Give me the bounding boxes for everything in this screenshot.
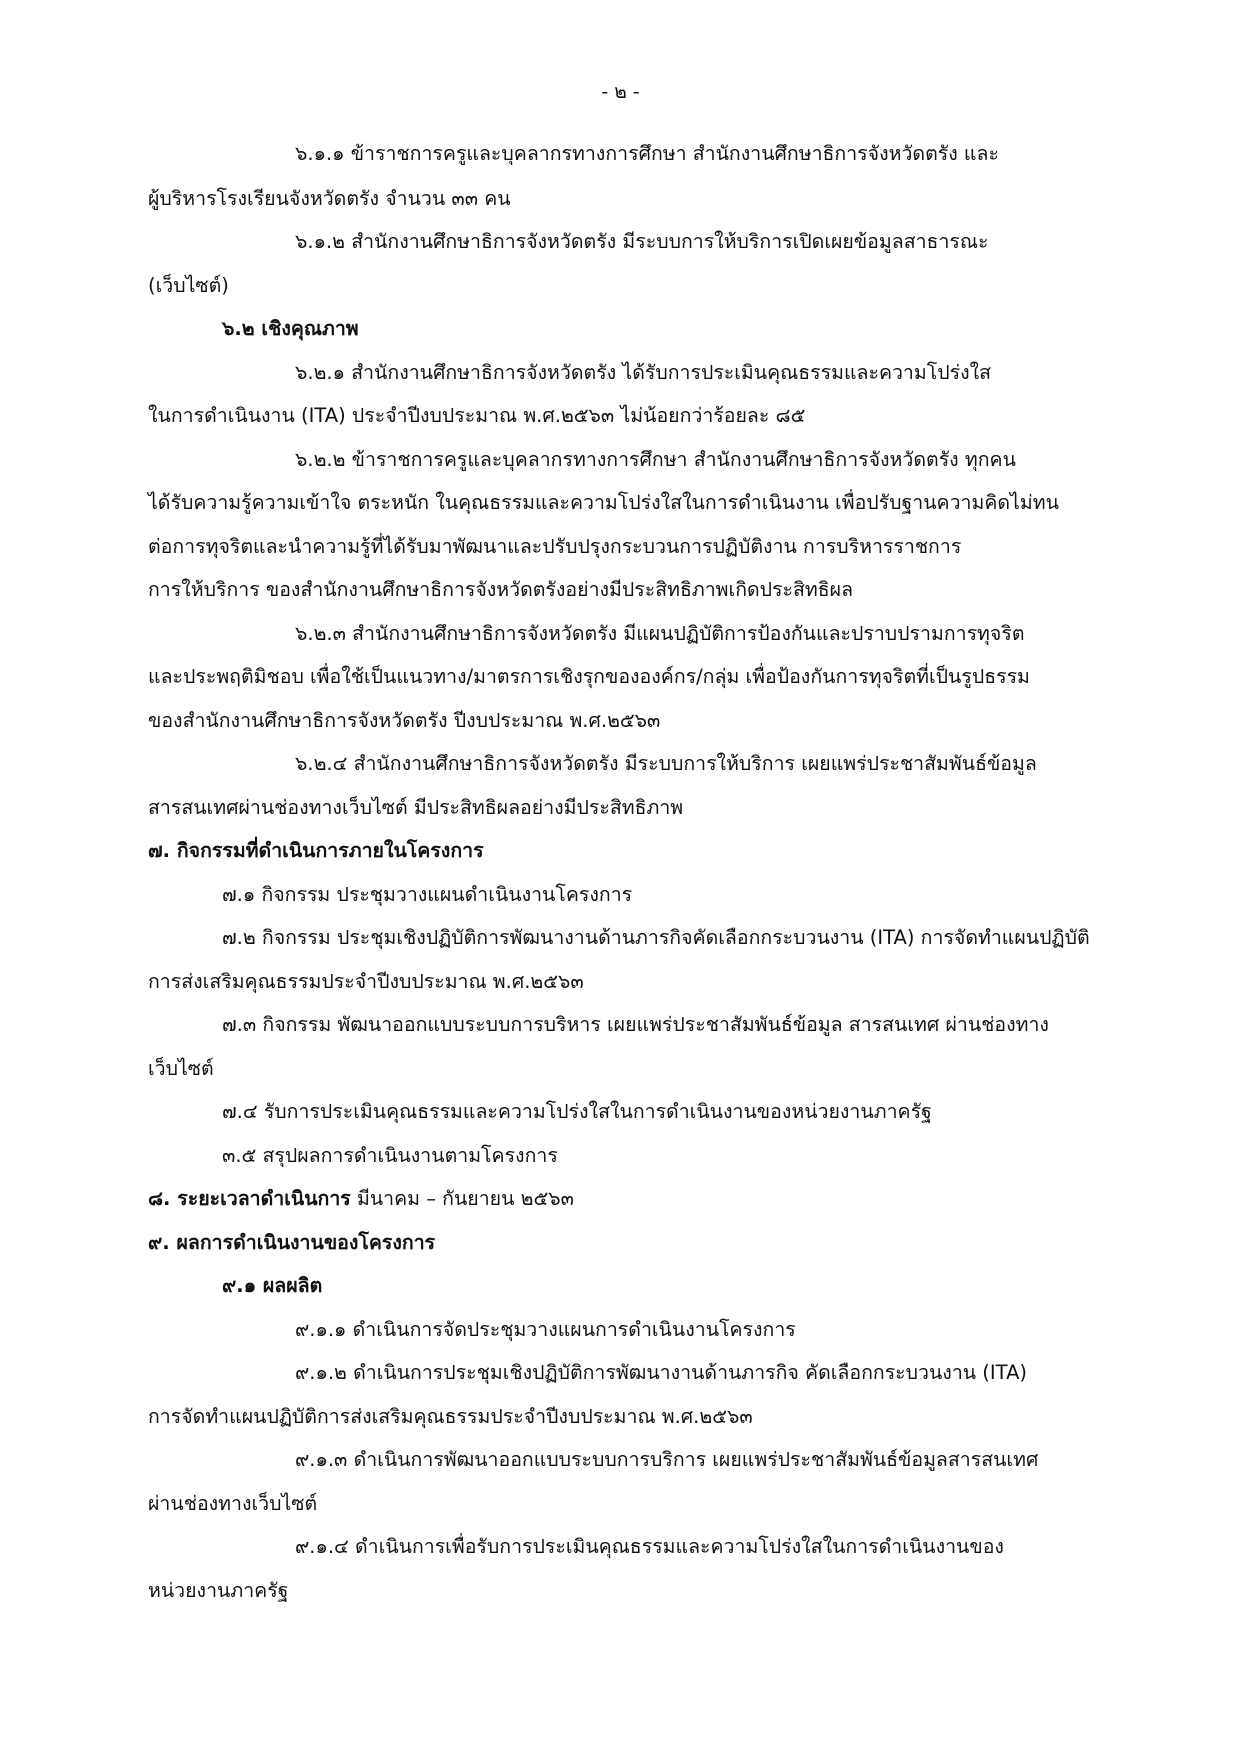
paragraph-6-2-2-line-3: ต่อการทุจริตและนำความรู้ที่ได้รับมาพัฒนาและปรับปรุงกระบวนการปฏิบัติงาน การบริหารราชการ [148, 535, 962, 558]
paragraph-6-2-3-line-2: และประพฤติมิชอบ เพื่อใช้เป็นแนวทาง/มาตรการเชิงรุกขององค์กร/กลุ่ม เพื่อป้องกันการทุจริตที่เป็นรูปธรรม [148, 665, 1030, 688]
paragraph-6-2-4-line-2: สารสนเทศผ่านช่องทางเว็บไซต์ มีประสิทธิผลอย่างมีประสิทธิภาพ [148, 796, 684, 819]
paragraph-6-1-1-line-2: ผู้บริหารโรงเรียนจังหวัดตรัง จำนวน ๓๓ คน [148, 187, 511, 210]
item-9-1-3-line-1: ๙.๑.๓ ดำเนินการพัฒนาออกแบบระบบการบริการ เผยแพร่ประชาสัมพันธ์ข้อมูลสารสนเทศ [295, 1448, 1039, 1471]
item-7-3-line-2: เว็บไซต์ [148, 1057, 214, 1080]
item-9-1-4-line-2: หน่วยงานภาครัฐ [148, 1579, 289, 1602]
item-9-1-4-line-1: ๙.๑.๔ ดำเนินการเพื่อรับการประเมินคุณธรรมและความโปร่งใสในการดำเนินงานของ [295, 1535, 1004, 1558]
item-7-3-line-1: ๗.๓ กิจกรรม พัฒนาออกแบบระบบการบริหาร เผยแพร่ประชาสัมพันธ์ข้อมูล สารสนเทศ ผ่านช่องทาง [222, 1013, 1049, 1036]
item-7-2-line-2: การส่งเสริมคุณธรรมประจำปีงบประมาณ พ.ศ.๒๕๖๓ [148, 970, 584, 993]
paragraph-6-1-2-line-2: (เว็บไซต์) [148, 274, 229, 297]
page-number: - ๒ - [601, 81, 640, 103]
paragraph-6-2-3-line-1: ๖.๒.๓ สำนักงานศึกษาธิการจังหวัดตรัง มีแผนปฏิบัติการป้องกันและปราบปรามการทุจริต [295, 622, 1025, 645]
paragraph-6-2-1-line-2: ในการดำเนินงาน (ITA) ประจำปีงบประมาณ พ.ศ.๒๕๖๓ ไม่น้อยกว่าร้อยละ ๘๕ [148, 404, 806, 427]
section-8 [148, 1185, 574, 1213]
paragraph-6-2-2-line-2: ได้รับความรู้ความเข้าใจ ตระหนัก ในคุณธรรมและความโปร่งใสในการดำเนินงาน เพื่อปรับฐานความคิดไม่ทน [148, 491, 1059, 514]
paragraph-6-1-2-line-1: ๖.๑.๒ สำนักงานศึกษาธิการจังหวัดตรัง มีระบบการให้บริการเปิดเผยข้อมูลสาธารณะ [295, 230, 989, 253]
heading-7: ๗. กิจกรรมที่ดำเนินการภายในโครงการ [148, 839, 484, 862]
item-7-4: ๗.๔ รับการประเมินคุณธรรมและความโปร่งใสในการดำเนินงานของหน่วยงานภาครัฐ [222, 1100, 932, 1123]
paragraph-6-2-1-line-1: ๖.๒.๑ สำนักงานศึกษาธิการจังหวัดตรัง ได้รับการประเมินคุณธรรมและความโปร่งใส [295, 361, 992, 384]
item-9-1-2-line-1: ๙.๑.๒ ดำเนินการประชุมเชิงปฏิบัติการพัฒนางานด้านภารกิจ คัดเลือกกระบวนงาน (ITA) [295, 1361, 1028, 1384]
paragraph-6-2-2-line-1: ๖.๒.๒ ข้าราชการครูและบุคลากรทางการศึกษา สำนักงานศึกษาธิการจังหวัดตรัง ทุกคน [295, 448, 1016, 471]
item-9-1-3-line-2: ผ่านช่องทางเว็บไซต์ [148, 1492, 318, 1515]
section-8-period: มีนาคม – กันยายน ๒๕๖๓ [350, 1187, 574, 1210]
heading-9: ๙. ผลการดำเนินงานของโครงการ [148, 1231, 436, 1254]
item-9-1-1: ๙.๑.๑ ดำเนินการจัดประชุมวางแผนการดำเนินงานโครงการ [295, 1318, 796, 1341]
paragraph-6-1-1-line-1: ๖.๑.๑ ข้าราชการครูและบุคลากรทางการศึกษา สำนักงานศึกษาธิการจังหวัดตรัง และ [295, 142, 999, 165]
heading-8: ๘. ระยะเวลาดำเนินการ [148, 1187, 351, 1210]
paragraph-6-2-4-line-1: ๖.๒.๔ สำนักงานศึกษาธิการจังหวัดตรัง มีระบบการให้บริการ เผยแพร่ประชาสัมพันธ์ข้อมูล [295, 752, 1037, 775]
item-7-2-line-1: ๗.๒ กิจกรรม ประชุมเชิงปฏิบัติการพัฒนางานด้านภารกิจคัดเลือกกระบวนงาน (ITA) การจัดทำแผนปฏิบัติ [222, 926, 1090, 949]
item-7-5: ๓.๕ สรุปผลการดำเนินงานตามโครงการ [222, 1144, 558, 1167]
heading-9-1: ๙.๑ ผลผลิต [222, 1274, 323, 1297]
paragraph-6-2-3-line-3: ของสำนักงานศึกษาธิการจังหวัดตรัง ปีงบประมาณ พ.ศ.๒๕๖๓ [148, 709, 661, 732]
item-7-1: ๗.๑ กิจกรรม ประชุมวางแผนดำเนินงานโครงการ [222, 883, 633, 906]
heading-6-2: ๖.๒ เชิงคุณภาพ [222, 317, 359, 340]
item-9-1-2-line-2: การจัดทำแผนปฏิบัติการส่งเสริมคุณธรรมประจำปีงบประมาณ พ.ศ.๒๕๖๓ [148, 1405, 753, 1428]
paragraph-6-2-2-line-4: การให้บริการ ของสำนักงานศึกษาธิการจังหวัดตรังอย่างมีประสิทธิภาพเกิดประสิทธิผล [148, 578, 854, 601]
